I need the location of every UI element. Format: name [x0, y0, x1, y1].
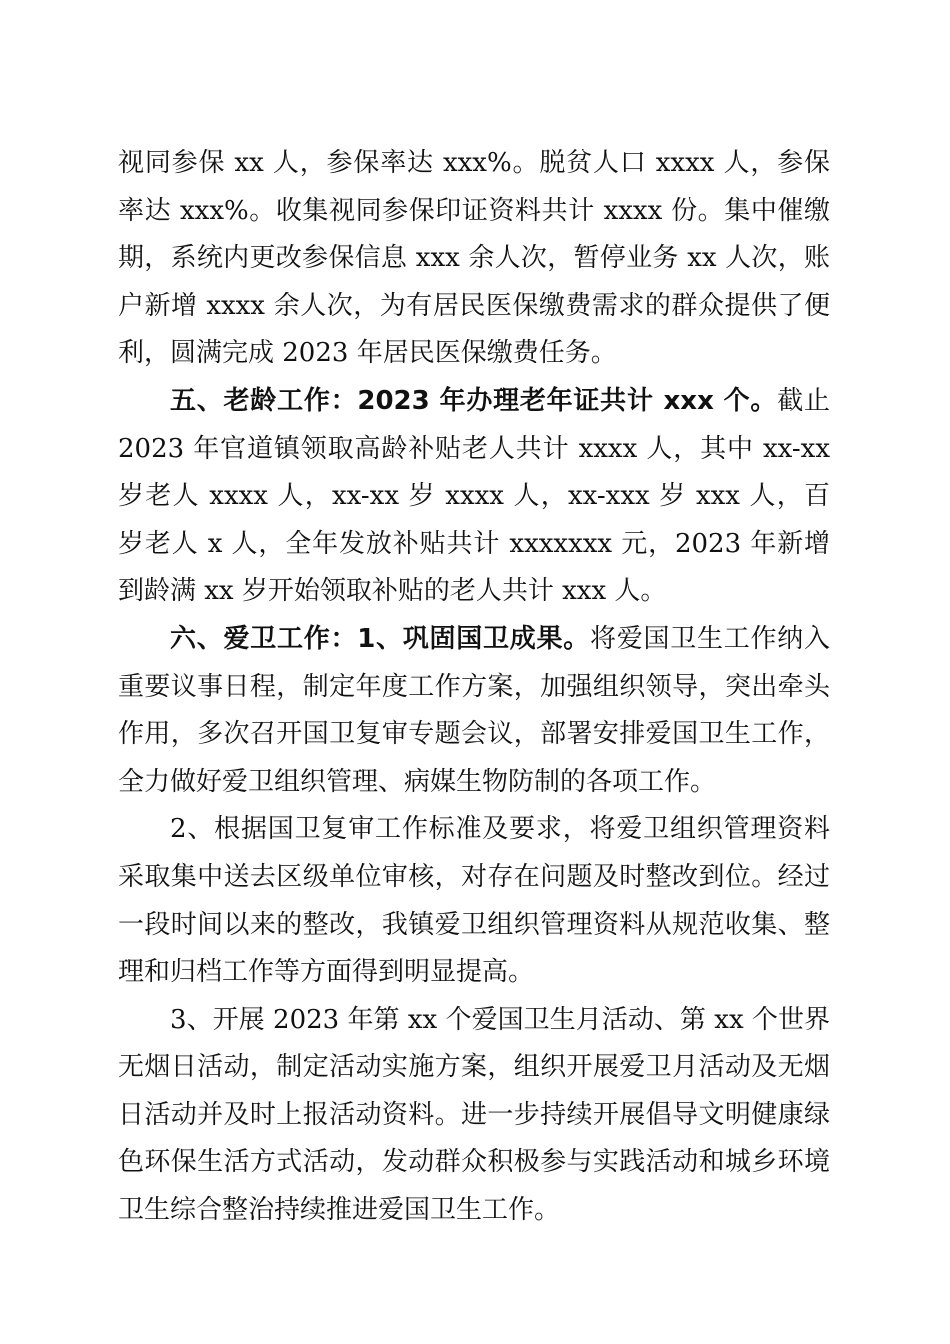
paragraph-text: 截止 2023 年官道镇领取高龄补贴老人共计 xxxx 人，其中 xx-xx 岁老人 xxxx 人，xx-xx 岁 xxxx 人，xx-xxx 岁 xxx 人，百岁老人 x 人，全年发放补贴共计 xxxxxxx 元，2023 年新增到龄满 xx 岁开始领取补贴的老人共计 xxx 人。	[118, 385, 830, 607]
paragraph-patriotic-health	[118, 616, 830, 806]
paragraph-elderly-work	[118, 378, 830, 616]
paragraph-text: 视同参保 xx 人，参保率达 xxx%。脱贫人口 xxxx 人，参保率达 xxx%。收集视同参保印证资料共计 xxxx 份。集中催缴期，系统内更改参保信息 xxx 余人次，暂停业务 xx 人次，账户新增 xxxx 余人次，为有居民医保缴费需求的群众提供了便利，圆满完成 2023 年居民医保缴费任务。	[118, 148, 830, 369]
paragraph-health-month	[118, 997, 830, 1235]
document-body	[118, 140, 830, 1235]
paragraph-text: 3、开展 2023 年第 xx 个爱国卫生月活动、第 xx 个世界无烟日活动，制定活动实施方案，组织开展爱卫月活动及无烟日活动并及时上报活动资料。进一步持续开展倡导文明健康绿色环保生活方式活动，发动群众积极参与实践活动和城乡环境卫生综合整治持续推进爱国卫生工作。	[118, 1004, 830, 1226]
paragraph-medical-insurance	[118, 140, 830, 378]
paragraph-text: 将爱国卫生工作纳入重要议事日程，制定年度工作方案，加强组织领导，突出牵头作用，多次召开国卫复审专题会议，部署安排爱国卫生工作，全力做好爱卫组织管理、病媒生物防制的各项工作。	[118, 623, 830, 797]
section-heading-patriotic-health: 六、爱卫工作：1、巩固国卫成果。	[170, 623, 591, 654]
section-heading-elderly: 五、老龄工作：2023 年办理老年证共计 xxx 个。	[170, 385, 778, 416]
paragraph-review-materials	[118, 806, 830, 996]
paragraph-text: 2、根据国卫复审工作标准及要求，将爱卫组织管理资料采取集中送去区级单位审核，对存在问题及时整改到位。经过一段时间以来的整改，我镇爱卫组织管理资料从规范收集、整理和归档工作等方面得到明显提高。	[118, 814, 830, 988]
